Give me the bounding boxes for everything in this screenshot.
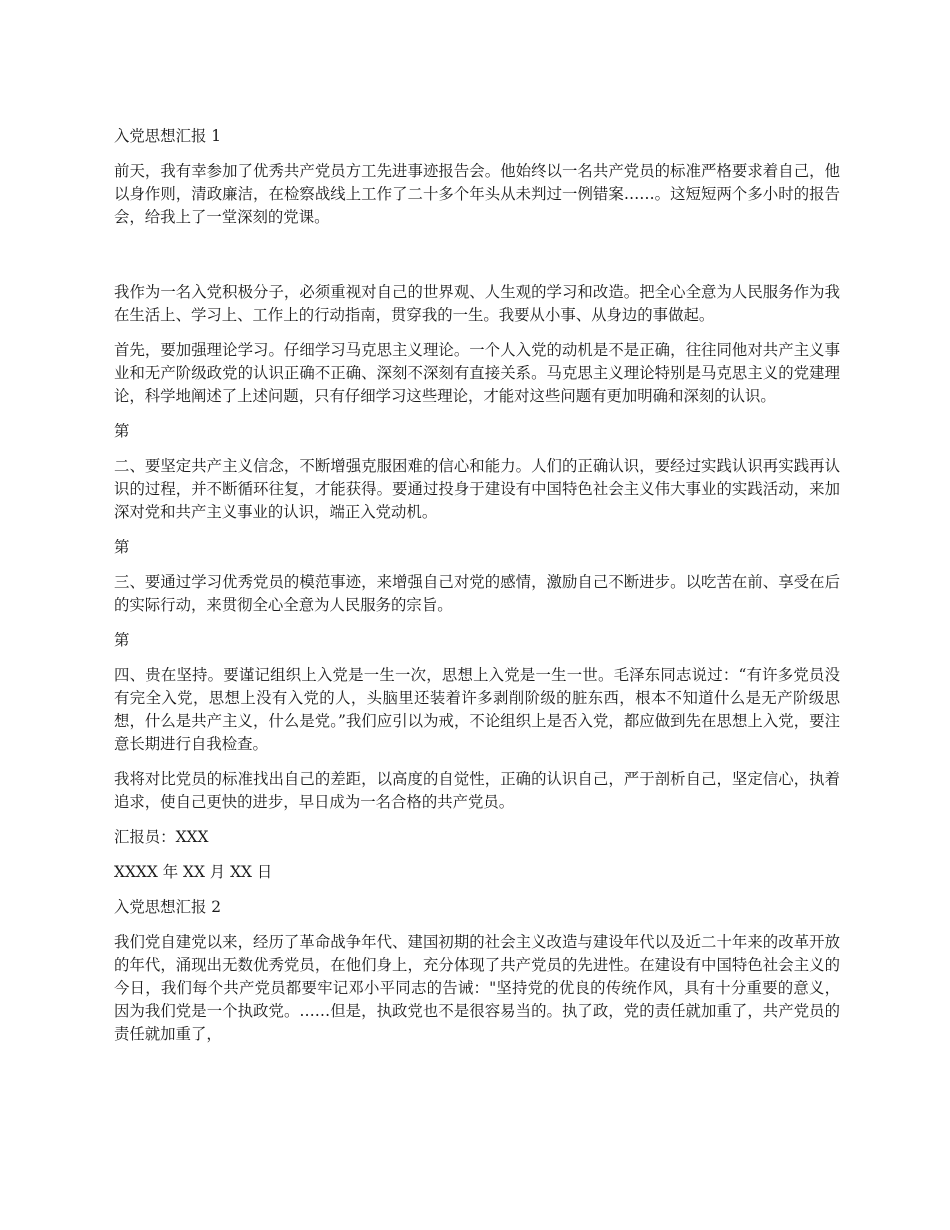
paragraph-fourth-point: 四、贵在坚持。要谨记组织上入党是一生一次，思想上入党是一生一世。毛泽东同志说过：“有许多党员没有完全入党，思想上没有入党的人，头脑里还装着许多剥削阶级的脏东西，根本不知道什么是无产阶级思想，什么是共产主义，什么是党。”我们应引以为戒，不论组织上是否入党，都应做到先在思想上入党，要注意长期进行自我检查。 [114, 666, 840, 753]
paragraph-second-point: 二、要坚定共产主义信念，不断增强克服困难的信心和能力。人们的正确认识，要经过实践认识再实践再认识的过程，并不断循环往复，才能获得。要通过投身于建设有中国特色社会主义伟大事业的实践活动，来加深对党和共产主义事业的认识，端正入党动机。 [114, 457, 840, 521]
paragraph-third-point: 三、要通过学习优秀党员的模范事迹，来增强自己对党的感情，激励自己不断进步。以吃苦在前、享受在后的实际行动，来贯彻全心全意为人民服务的宗旨。 [114, 573, 840, 614]
ordinal-prefix-2: 第 [114, 422, 130, 440]
blank-gap [114, 241, 840, 281]
report-1-title: 入党思想汇报 1 [114, 127, 222, 145]
paragraph-report-2-body: 我们党自建党以来，经历了革命战争年代、建国初期的社会主义改造与建设年代以及近二十年来的改革开放的年代，涌现出无数优秀党员，在他们身上，充分体现了共产党员的先进性。在建设有中国特色社会主义的今日，我们每个共产党员都要牢记邓小平同志的告诫："坚持党的优良的传统作风，具有十分重要的意义，因为我们党是一个执政党。……但是，执政党也不是很容易当的。执了政，党的责任就加重了，共产党员的责任就加重了， [114, 933, 840, 1043]
ordinal-prefix-3: 第 [114, 538, 130, 556]
paragraph-first-point: 首先，要加强理论学习。仔细学习马克思主义理论。一个人入党的动机是不是正确，往往同他对共产主义事业和无产阶级政党的认识正确不正确、深刻不深刻有直接关系。马克思主义理论特别是马克思主义的党建理论，科学地阐述了上述问题，只有仔细学习这些理论，才能对这些问题有更加明确和深刻的认识。 [114, 341, 840, 405]
report-2-title: 入党思想汇报 2 [114, 898, 222, 916]
ordinal-prefix-4: 第 [114, 631, 130, 649]
paragraph-intro: 前天，我有幸参加了优秀共产党员方工先进事迹报告会。他始终以一名共产党员的标准严格要求着自己，他以身作则，清政廉洁，在检察战线上工作了二十多个年头从未判过一例错案……。这短短两个多小时的报告会，给我上了一堂深刻的党课。 [114, 162, 840, 226]
date-line: XXXX 年 XX 月 XX 日 [114, 863, 273, 881]
document-page [114, 125, 840, 1058]
paragraph-conclusion: 我将对比党员的标准找出自己的差距，以高度的自觉性，正确的认识自己，严于剖析自己，坚定信心，执着追求，使自己更快的进步，早日成为一名合格的共产党员。 [114, 770, 840, 811]
reporter-line: 汇报员：XXX [114, 828, 209, 846]
paragraph-activist: 我作为一名入党积极分子，必须重视对自己的世界观、人生观的学习和改造。把全心全意为人民服务作为我在生活上、学习上、工作上的行动指南，贯穿我的一生。我要从小事、从身边的事做起。 [114, 283, 840, 324]
